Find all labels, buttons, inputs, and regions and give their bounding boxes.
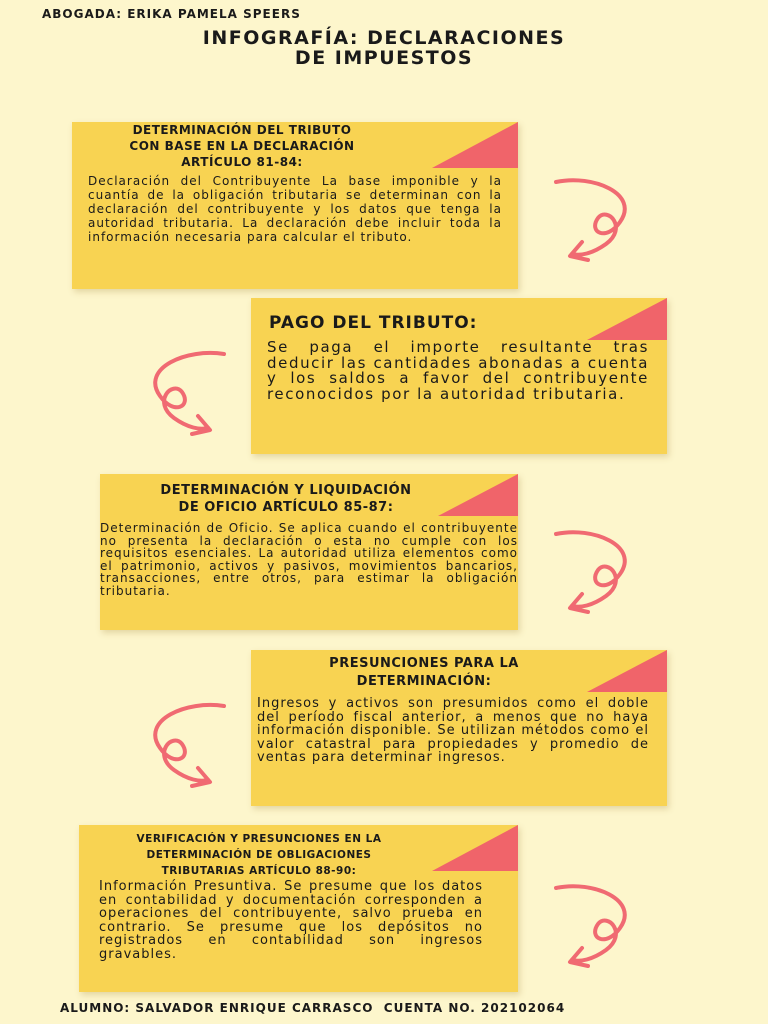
card-presunciones [251, 650, 667, 806]
curly-arrow-right-icon [548, 524, 648, 616]
page-title-line1: INFOGRAFÍA: DECLARACIONES [202, 27, 566, 49]
card-determinacion-declaracion [72, 122, 518, 289]
card-body: Se paga el importe resultante tras deducir las cantidades abonadas a cuenta y los saldos a favor del contribuyente reconocidos por la autoridad tributaria. [267, 338, 649, 403]
folded-corner [432, 825, 518, 871]
author-label: ABOGADA: ERIKA PAMELA SPEERS [42, 7, 301, 21]
card-verificacion-presunciones [79, 825, 518, 992]
curly-arrow-right-icon [548, 172, 648, 264]
folded-corner [432, 122, 518, 168]
page-title-line2: DE IMPUESTOS [294, 47, 474, 69]
card-body: Determinación de Oficio. Se aplica cuando el contribuyente no presenta la declaración o esta no cumple con los requisitos esenciales. La autoridad utiliza elementos como el patrimonio, activos y pasivos, movimientos bancarios, transacciones, entre otros, para estimar la obligación tributaria. [100, 521, 518, 598]
card-heading: PRESUNCIONES PARA LA DETERMINACIÓN: [329, 656, 519, 689]
card-body: Declaración del Contribuyente La base imponible y la cuantía de la obligación tributaria se determinan con la declaración del contribuyente y los datos que tenga la autoridad tributaria. La declaración debe incluir toda la información necesaria para calcular el tributo. [88, 174, 502, 244]
page-title [0, 28, 768, 68]
card-heading: PAGO DEL TRIBUTO: [269, 313, 478, 333]
curly-arrow-right-icon [548, 878, 648, 970]
card-determinacion-oficio [100, 474, 518, 630]
card-pago-tributo [251, 298, 667, 454]
student-footer: ALUMNO: SALVADOR ENRIQUE CARRASCO CUENTA NO. 202102064 [60, 1001, 566, 1015]
folded-corner [587, 298, 667, 340]
card-body: Ingresos y activos son presumidos como el doble del período fiscal anterior, a menos que no haya información disponible. Se utilizan métodos como el valor catastral para propiedades y promedio de ventas para determinar ingresos. [257, 696, 649, 765]
card-heading: DETERMINACIÓN DEL TRIBUTO CON BASE EN LA DECLARACIÓN ARTÍCULO 81-84: [129, 123, 355, 169]
card-heading: VERIFICACIÓN Y PRESUNCIONES EN LA DETERMINACIÓN DE OBLIGACIONES TRIBUTARIAS ARTÍCULO 88-90: [136, 833, 382, 877]
curly-arrow-left-icon [132, 698, 232, 790]
card-body: Información Presuntiva. Se presume que los datos en contabilidad y documentación corresponden a operaciones del contribuyente, salvo prueba en contrario. Se presume que los depósitos no registrados en contabilidad son ingresos gravables. [99, 879, 483, 962]
card-heading: DETERMINACIÓN Y LIQUIDACIÓN DE OFICIO ARTÍCULO 85-87: [160, 483, 412, 515]
curly-arrow-left-icon [132, 346, 232, 438]
folded-corner [587, 650, 667, 692]
